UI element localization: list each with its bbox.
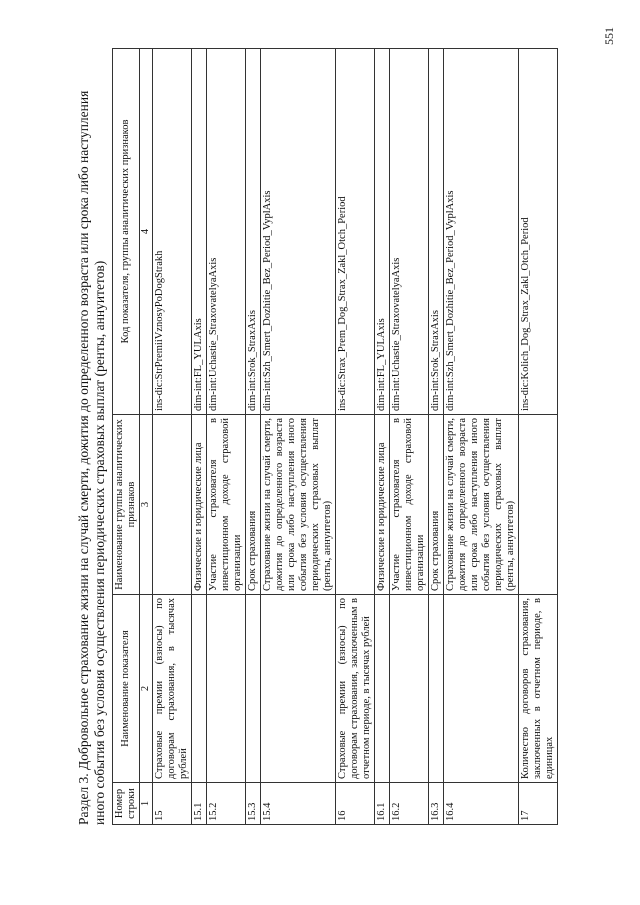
header-group-name: Наименование группы аналитических признаков (113, 415, 140, 595)
table-row (519, 49, 558, 825)
indicator-code: dim-int:FL_YULAxis (375, 49, 390, 415)
indicator-code: dim-int:Szh_Smert_Dozhitie_Bez_Period_VyplAxis (261, 49, 336, 415)
column-numbers-row (140, 49, 153, 825)
row-number: 15.2 (207, 783, 246, 825)
group-name: Страхование жизни на случай смерти, дожития до определенного возраста или срока либо наступления иного события без условия осуществления периодических страховых выплат (ренты, аннуитетов) (261, 415, 336, 595)
group-name: Физические и юридические лица (375, 415, 390, 595)
page-number: 551 (602, 27, 616, 45)
indicator-name: Количество договоров страхования, заключенных в отчетном периоде, в единицах (519, 595, 558, 783)
table-row (390, 49, 429, 825)
column-number: 3 (140, 415, 153, 595)
indicator-name (390, 595, 429, 783)
header-row-number: Номер строки (113, 783, 140, 825)
group-name: Участие страхователя в инвестиционном доходе страховой организации (207, 415, 246, 595)
header-indicator-name: Наименование показателя (113, 595, 140, 783)
table-row (375, 49, 390, 825)
table-row (207, 49, 246, 825)
table-row (336, 49, 375, 825)
indicator-code: ins-dic:Kolich_Dog_Strax_Zakl_Otch_Period (519, 49, 558, 415)
group-name: Физические и юридические лица (192, 415, 207, 595)
row-number: 16 (336, 783, 375, 825)
indicator-code: ins-dic:Strax_Prem_Dog_Strax_Zakl_Otch_Period (336, 49, 375, 415)
table-header-row (113, 49, 140, 825)
table-row (246, 49, 261, 825)
indicator-name: Страховые премии (взносы) по договорам страхования, в тысячах рублей (153, 595, 192, 783)
indicator-name (375, 595, 390, 783)
indicator-name (207, 595, 246, 783)
row-number: 17 (519, 783, 558, 825)
indicator-code: dim-int:Uchastie_StraxovatelyaAxis (207, 49, 246, 415)
indicator-code: dim-int:Szh_Smert_Dozhitie_Bez_Period_VyplAxis (444, 49, 519, 415)
indicator-name (192, 595, 207, 783)
group-name: Срок страхования (246, 415, 261, 595)
row-number: 16.1 (375, 783, 390, 825)
indicator-name (261, 595, 336, 783)
group-name (336, 415, 375, 595)
table-row (153, 49, 192, 825)
column-number: 4 (140, 49, 153, 415)
row-number: 16.3 (429, 783, 444, 825)
column-number: 1 (140, 783, 153, 825)
indicator-name: Страховые премии (взносы) по договорам страхования, заключенным в отчетном периоде, в тысячах рублей (336, 595, 375, 783)
table-row (444, 49, 519, 825)
indicator-code: dim-int:Srok_StraxAxis (429, 49, 444, 415)
group-name: Страхование жизни на случай смерти, дожития до определенного возраста или срока либо наступления иного события без условия осуществления периодических страховых выплат (ренты, аннуитетов) (444, 415, 519, 595)
header-code: Код показателя, группы аналитических признаков (113, 49, 140, 415)
row-number: 15.1 (192, 783, 207, 825)
indicator-name (444, 595, 519, 783)
table-row (429, 49, 444, 825)
indicator-code: dim-int:FL_YULAxis (192, 49, 207, 415)
page-title: Раздел 3. Добровольное страхование жизни на случай смерти, дожития до определенного возраста или срока либо наступления иного события без условия осуществления периодических страховых выплат (ренты, аннуитетов) (76, 90, 107, 825)
group-name: Участие страхователя в инвестиционном доходе страховой организации (390, 415, 429, 595)
indicator-name (429, 595, 444, 783)
row-number: 15 (153, 783, 192, 825)
indicator-code: ins-dic:StrPremiiVznosyPoDogStrakh (153, 49, 192, 415)
row-number: 15.4 (261, 783, 336, 825)
indicators-table (112, 48, 558, 825)
table-row (261, 49, 336, 825)
row-number: 16.4 (444, 783, 519, 825)
indicator-code: dim-int:Srok_StraxAxis (246, 49, 261, 415)
indicator-code: dim-int:Uchastie_StraxovatelyaAxis (390, 49, 429, 415)
row-number: 15.3 (246, 783, 261, 825)
table-row (192, 49, 207, 825)
group-name (519, 415, 558, 595)
group-name (153, 415, 192, 595)
indicator-name (246, 595, 261, 783)
column-number: 2 (140, 595, 153, 783)
group-name: Срок страхования (429, 415, 444, 595)
row-number: 16.2 (390, 783, 429, 825)
